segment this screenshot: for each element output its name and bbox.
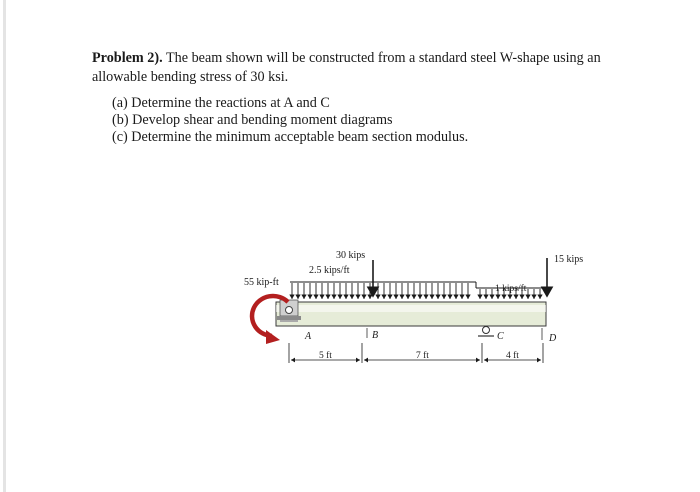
dim-label-1: 5 ft <box>319 351 332 361</box>
support-c-icon <box>478 327 494 337</box>
distributed-load-1 <box>290 282 373 299</box>
dim-label-3: 4 ft <box>506 351 519 361</box>
support-a-icon <box>277 300 301 322</box>
beam <box>276 302 546 326</box>
dim-label-2: 7 ft <box>416 351 429 361</box>
point-load-2-label: 15 kips <box>554 254 584 265</box>
problem-text: The beam shown will be constructed from a standard steel W-shape using an allowable bending stress of 30 ksi. <box>92 50 601 85</box>
load-arrows-1 <box>292 283 370 299</box>
point-b-label: B <box>372 330 379 341</box>
point-c-label: C <box>497 331 504 342</box>
point-d-label: D <box>549 333 557 344</box>
moment-label: 55 kip-ft <box>244 277 279 288</box>
part-a: (a) Determine the reactions at A and C <box>112 95 330 111</box>
point-load-1-label: 30 kips <box>336 250 366 261</box>
part-b: (b) Develop shear and bending moment diagrams <box>112 112 393 128</box>
part-c: (c) Determine the minimum acceptable beam section modulus. <box>112 129 469 145</box>
point-a-label: A <box>305 331 312 342</box>
dist-load-1-label: 2.5 kips/ft <box>309 265 350 276</box>
problem-heading: Problem 2). <box>92 50 163 66</box>
dist-load-2-label: 1 kips/ft <box>495 284 527 294</box>
